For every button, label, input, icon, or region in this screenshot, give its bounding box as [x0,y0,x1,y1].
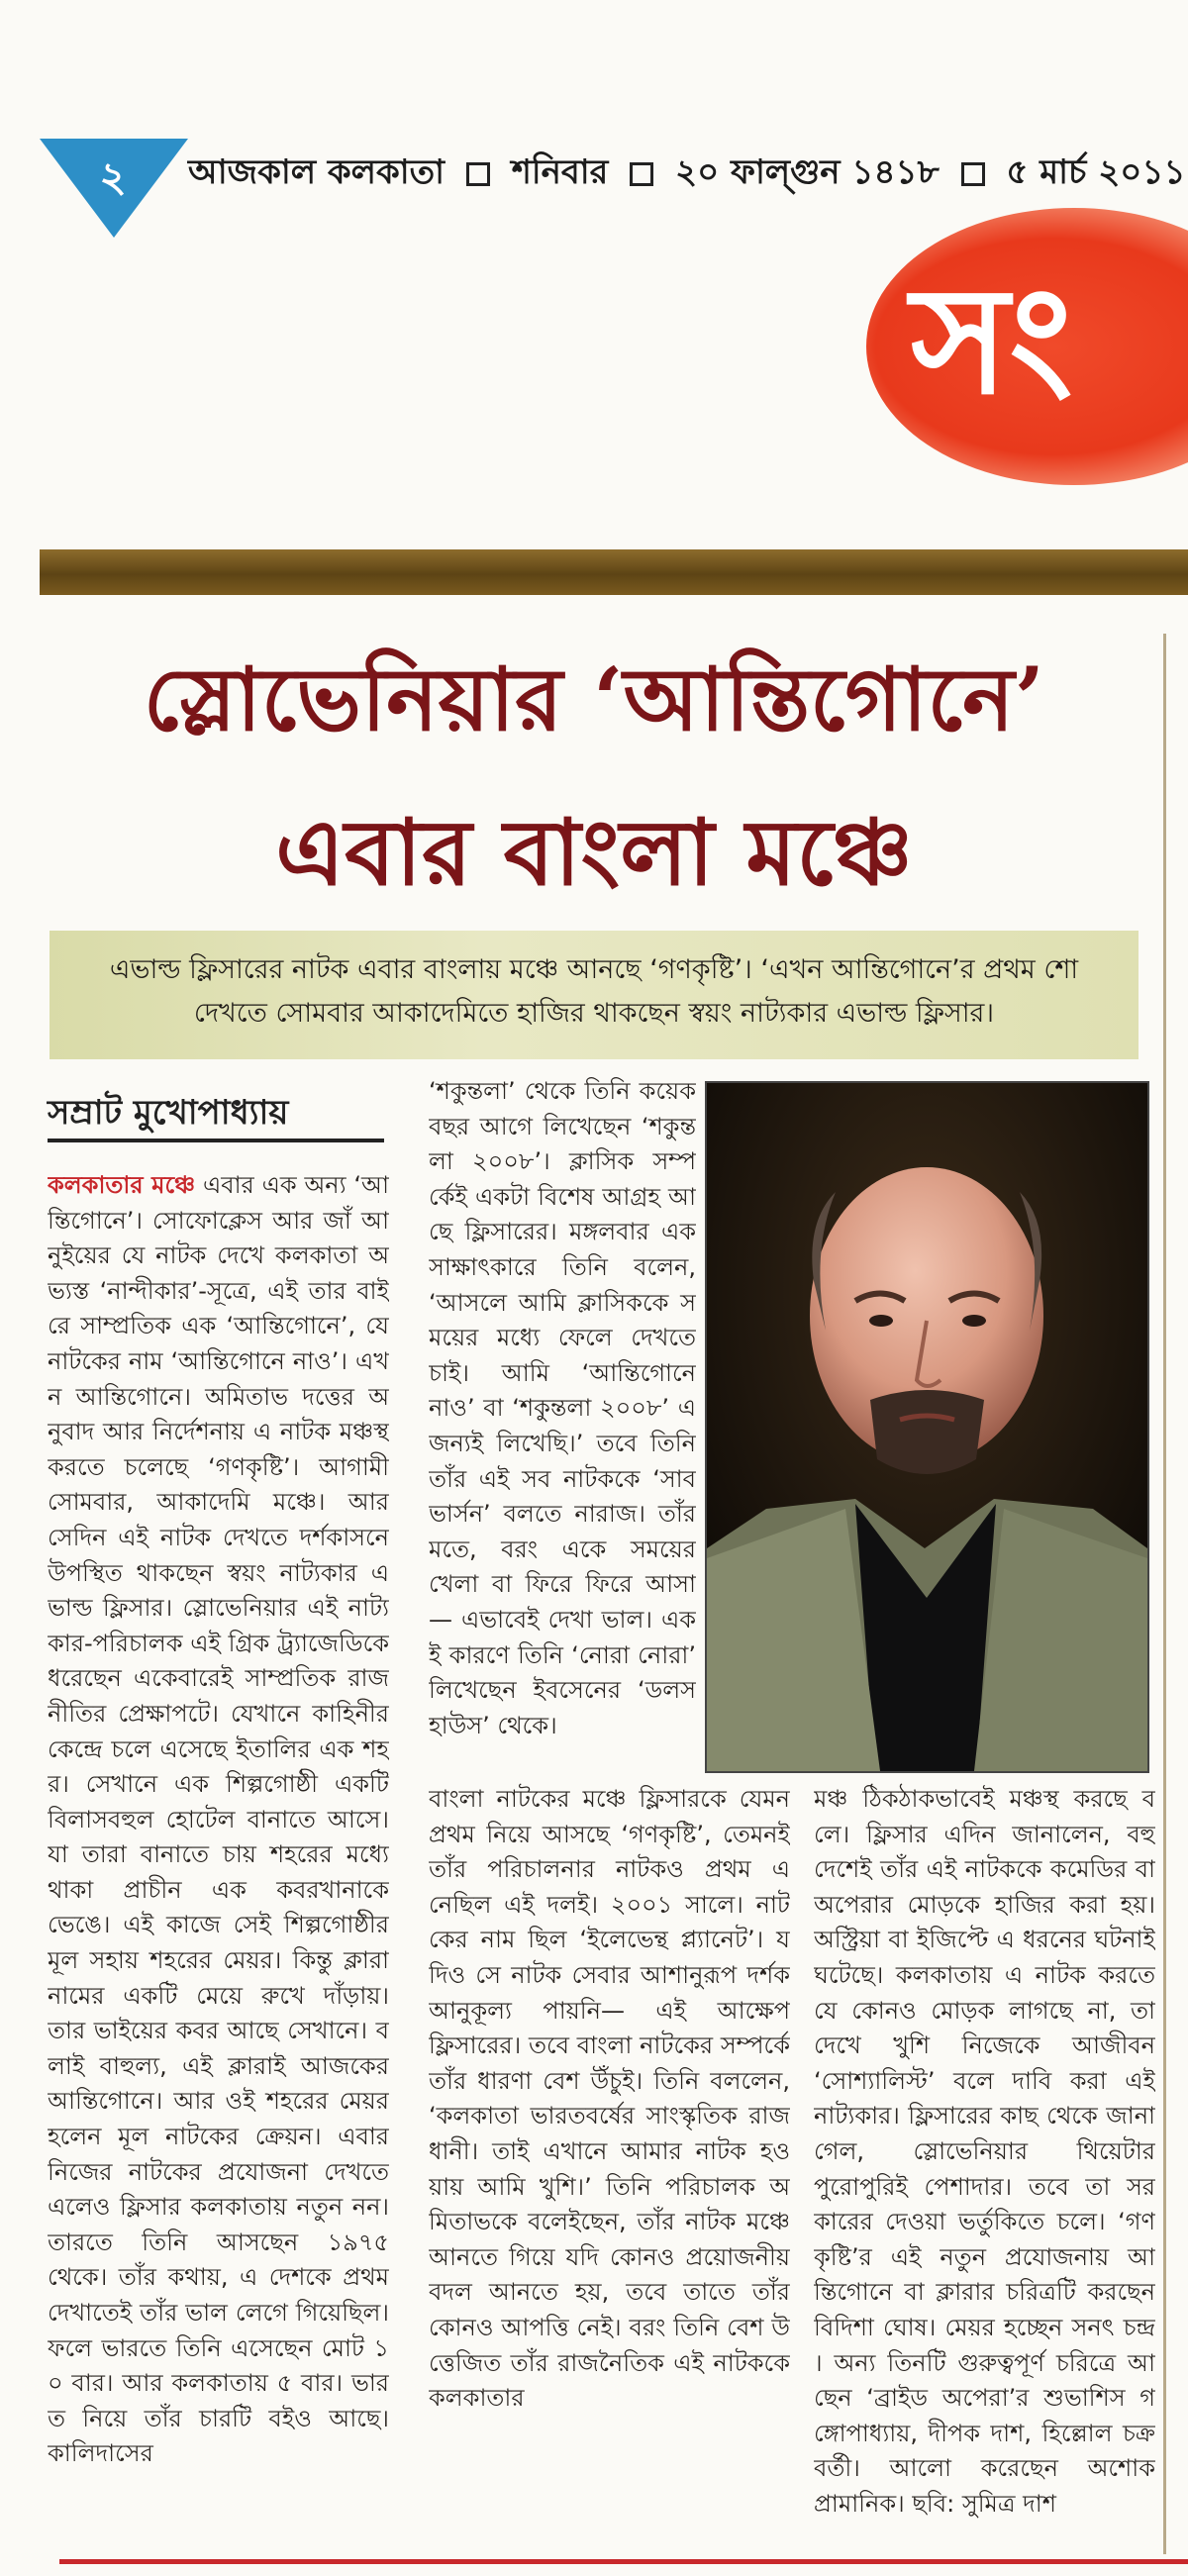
separator-box-icon [961,162,985,186]
publication-name: আজকাল কলকাতা [188,152,446,192]
section-divider [40,549,1188,595]
separator-box-icon [466,162,490,186]
author-photo [705,1081,1149,1773]
column-1-text: এবার এক অন্য ‘আন্তিগোনে’। সোফোক্লেস আর জাঁ আনুইয়ের যে নাটক দেখে কলকাতা অভ্যস্ত ‘নান্দীকার’-সূত্রে, এই তার বাইরে সাম্প্রতিক এক ‘আন্তিগোনে’, যে নাটকের নাম ‘আন্তিগোনে নাও’। এখন আন্তিগোনে। অমিতাভ দত্তের অনুবাদ আর নির্দেশনায় এ নাটক মঞ্চস্থ করতে চলেছে ‘গণকৃষ্টি’। আগামী সোমবার, আকাদেমি মঞ্চে। আর সেদিন এই নাটক দেখতে দর্শকাসনে উপস্থিত থাকছেন স্বয়ং নাট্যকার এভাল্ড ফ্লিসার। স্লোভেনিয়ার এই নাট্যকার-পরিচালক এই গ্রিক ট্র্যাজেডিকে ধরেছেন একেবারেই সাম্প্রতিক রাজনীতির প্রেক্ষাপটে। যেখানে কাহিনীর কেন্দ্রে চলে এসেছে ইতালির এক শহর। সেখানে এক শিল্পগোষ্ঠী একটি বিলাসবহুল হোটেল বানাতে আসে। যা তারা বানাতে চায় শহরের মধ্যে থাকা প্রাচীন এক কবরখানাকে ভেঙে। এই কাজে সেই শিল্পগোষ্ঠীর মূল সহায় শহরের মেয়র। কিন্তু ক্লারা নামের একটি মেয়ে রুখে দাঁড়ায়। তার ভাইয়ের কবর আছে সেখানে। বলাই বাহুল্য, এই ক্লারাই আজকের আন্তিগোনে। আর ওই শহরের মেয়র হলেন মূল নাটকের ক্রেয়ন। এবার নিজের নাটকের প্রযোজনা দেখতে এলেও ফ্লিসার কলকাতায় নতুন নন। তারতে তিনি আসছেন ১৯৭৫ থেকে। তাঁর কথায়, এ দেশকে প্রথম দেখাতেই তাঁর ভাল লেগে গিয়েছিল। ফলে ভারতে তিনি এসেছেন মোট ১০ বার। আর কলকাতায় ৫ বার। ভারত নিয়ে তাঁর চারটি বইও আছে। কালিদাসের [48,1171,389,2468]
portrait-illustration [707,1083,1147,1771]
article-column-2: ‘শকুন্তলা’ থেকে তিনি কয়েক বছর আগে লিখেছেন ‘শকুন্তলা ২০০৮’। ক্লাসিক সম্পর্কেই একটা বিশেষ আগ্রহ আছে ফ্লিসারের। মঙ্গলবার এক সাক্ষাৎকারে তিনি বলেন, ‘আসলে আমি ক্লাসিককে সময়ের মধ্যে ফেলে দেখতে চাই। আমি ‘আন্তিগোনে নাও’ বা ‘শকুন্তলা ২০০৮’ এ জন্যই লিখেছি।’ তবে তিনি তাঁর এই সব নাটককে ‘সাবভার্সন’ বলতে নারাজ। তাঁর মতে, বরং একে সময়ের খেলা বা ফিরে ফিরে আসা— এভাবেই দেখা ভাল। একই কারণে তিনি ‘নোরা নোরা’ লিখেছেন ইবসেনের ‘ডলস হাউস’ থেকে। [429,1077,696,1739]
byline: সম্রাট মুখোপাধ্যায় [48,1093,289,1133]
headline-line-1: স্লোভেনিয়ার ‘আন্তিগোনে’ [143,647,1045,750]
column-border [1163,634,1166,2554]
english-date: ৫ মার্চ ২০১১ [1006,152,1186,192]
article-column-3: মঞ্চ ঠিকঠাকভাবেই মঞ্চস্থ করছে বলে। ফ্লিসার এদিন জানালেন, বহু দেশেই তাঁর এই নাটককে কমেডির বা অপেরার মোড়কে হাজির করা হয়। অস্ট্রিয়া বা ইজিপ্টে এ ধরনের ঘটনাই ঘটেছে। কলকাতায় এ নাটক করতে যে কোনও মোড়ক লাগছে না, তা দেখে খুশি নিজেকে আজীবন ‘সোশ্যালিস্ট’ বলে দাবি করা এই নাট্যকার। ফ্লিসারের কাছ থেকে জানা গেল, স্লোভেনিয়ার থিয়েটার পুরোপুরিই পেশাদার। তবে তা সরকারের দেওয়া ভর্তুকিতে চলে। ‘গণকৃষ্টি’র এই নতুন প্রযোজনায় আন্তিগোনে বা ক্লারার চরিত্রটি করছেন বিদিশা ঘোষ। মেয়র হচ্ছেন সনৎ চন্দ্র। অন্য তিনটি গুরুত্বপূর্ণ চরিত্রে আছেন ‘ব্রাইড অপেরা’র শুভাশিস গঙ্গোপাধ্যায়, দীপক দাশ, হিল্লোল চক্রবর্তী। আলো করেছেন অশোক প্রামানিক। ছবি: সুমিত্র দাশ [814,1785,1155,2518]
headline-line-2: এবার বাংলা মঞ্চে [275,799,913,906]
standfirst: এভাল্ড ফ্লিসারের নাটক এবার বাংলায় মঞ্চে আনছে ‘গণকৃষ্টি’। ‘এখন আন্তিগোনে’র প্রথম শো দেখতে সোমবার আকাদেমিতে হাজির থাকছেন স্বয়ং নাট্যকার এভাল্ড ফ্লিসার। [50,931,1138,1059]
section-logo [866,208,1188,485]
section-logo-text: সং [911,253,1073,428]
article-column-1 [48,1168,389,2544]
bottom-rule [59,2559,1188,2564]
day-name: শনিবার [511,152,609,192]
dateline [188,147,1186,203]
byline-underline [48,1139,384,1142]
article-column-2-bottom: বাংলা নাটকের মঞ্চে ফ্লিসারকে যেমন প্রথম নিয়ে আসছে ‘গণকৃষ্টি’, তেমনই তাঁর পরিচালনার নাটকও প্রথম এনেছিল এই দলই। ২০০১ সালে। নাটকের নাম ছিল ‘ইলেভেন্থ প্ল্যানেট’। যদিও সে নাটক সেবার আশানুরূপ দর্শক আনুকূল্য পায়নি— এই আক্ষেপ ফ্লিসারের। তবে বাংলা নাটকের সম্পর্কে তাঁর ধারণা বেশ উঁচুই। তিনি বললেন, ‘কলকাতা ভারতবর্ষের সাংস্কৃতিক রাজধানী। তাই এখানে আমার নাটক হওয়ায় আমি খুশি।’ তিনি পরিচালক অমিতাভকে বলেইছেন, তাঁর নাটক মঞ্চে আনতে গিয়ে যদি কোনও প্রয়োজনীয় বদল আনতে হয়, তবে তাতে তাঁর কোনও আপত্তি নেই। বরং তিনি বেশ উত্তেজিত তাঁর রাজনৈতিক এই নাটককে কলকাতার [429,1785,790,2413]
separator-box-icon [630,162,653,186]
page-number: ২ [99,152,127,201]
bengali-date: ২০ ফাল্গুন ১৪১৮ [675,152,940,192]
kicker: কলকাতার মঞ্চে [48,1171,196,1199]
